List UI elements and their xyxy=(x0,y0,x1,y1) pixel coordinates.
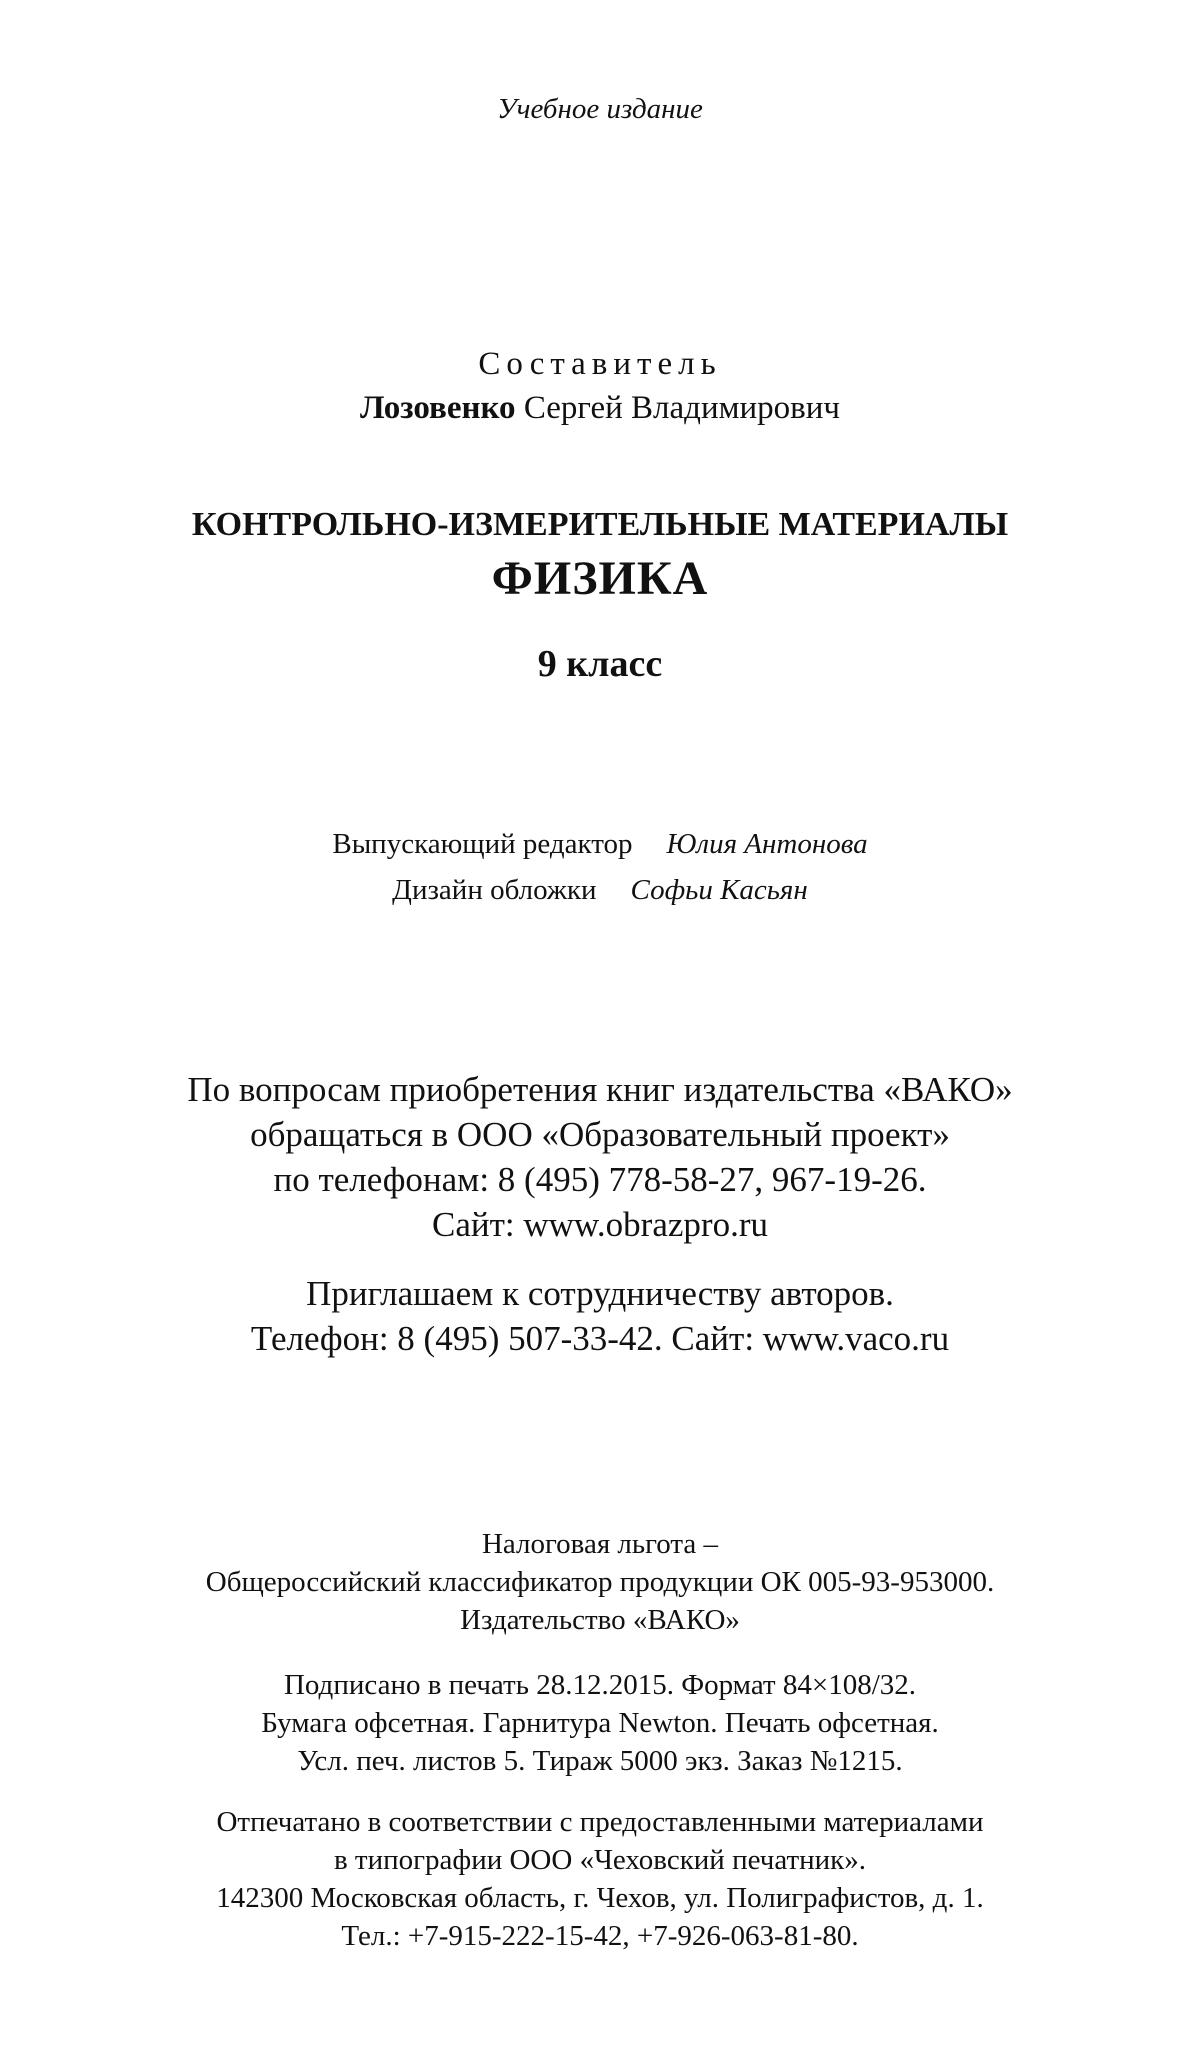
tax-line-3: Издательство «ВАКО» xyxy=(460,1604,740,1636)
edition-type: Учебное издание xyxy=(497,93,703,125)
purchase-line-1: По вопросам приобретения книг издательства «ВАКО» xyxy=(187,1070,1013,1109)
printer-line-1: Отпечатано в соответствии с предоставленными материалами xyxy=(216,1806,984,1838)
compiler-surname: Лозовенко xyxy=(359,390,516,426)
authors-invite-line: Приглашаем к сотрудничеству авторов. xyxy=(306,1274,894,1313)
credit-editor xyxy=(0,830,1200,859)
purchase-line-3: по телефонам: 8 (495) 778-58-27, 967-19-26. xyxy=(273,1160,927,1199)
tax-line-1: Налоговая льгота – xyxy=(481,1528,719,1560)
compiler-name xyxy=(0,392,1200,425)
subject-title: ФИЗИКА xyxy=(491,552,709,605)
printer-address: 142300 Московская область, г. Чехов, ул. Полиграфистов, д. 1. xyxy=(216,1882,984,1914)
purchase-website: Сайт: www.obrazpro.ru xyxy=(432,1205,768,1244)
credit-person: Юлия Антонова xyxy=(666,828,868,860)
tax-line-2: Общероссийский классификатор продукции ОК 005-93-953000. xyxy=(205,1566,995,1598)
credit-role: Дизайн обложки xyxy=(392,874,597,906)
printer-phones: Тел.: +7-915-222-15-42, +7-926-063-81-80. xyxy=(341,1920,859,1952)
compiler-heading: Составитель xyxy=(478,346,722,382)
print-specs-line-3: Усл. печ. листов 5. Тираж 5000 экз. Заказ №1215. xyxy=(297,1745,903,1777)
credit-role: Выпускающий редактор xyxy=(332,828,633,860)
printer-line-2: в типографии ООО «Чеховский печатник». xyxy=(333,1844,866,1876)
grade: 9 класс xyxy=(537,643,663,685)
series-title: КОНТРОЛЬНО-ИЗМЕРИТЕЛЬНЫЕ МАТЕРИАЛЫ xyxy=(191,506,1009,543)
credit-person: Софьи Касьян xyxy=(630,874,808,906)
print-specs-line-2: Бумага офсетная. Гарнитура Newton. Печать офсетная. xyxy=(261,1707,939,1739)
authors-contact-line: Телефон: 8 (495) 507-33-42. Сайт: www.vaco.ru xyxy=(250,1319,950,1358)
credit-cover-design xyxy=(0,876,1200,905)
print-specs-line-1: Подписано в печать 28.12.2015. Формат 84×108/32. xyxy=(283,1669,917,1701)
purchase-line-2: обращаться в ООО «Образовательный проект» xyxy=(250,1115,950,1154)
compiler-given-names: Сергей Владимирович xyxy=(523,390,840,426)
